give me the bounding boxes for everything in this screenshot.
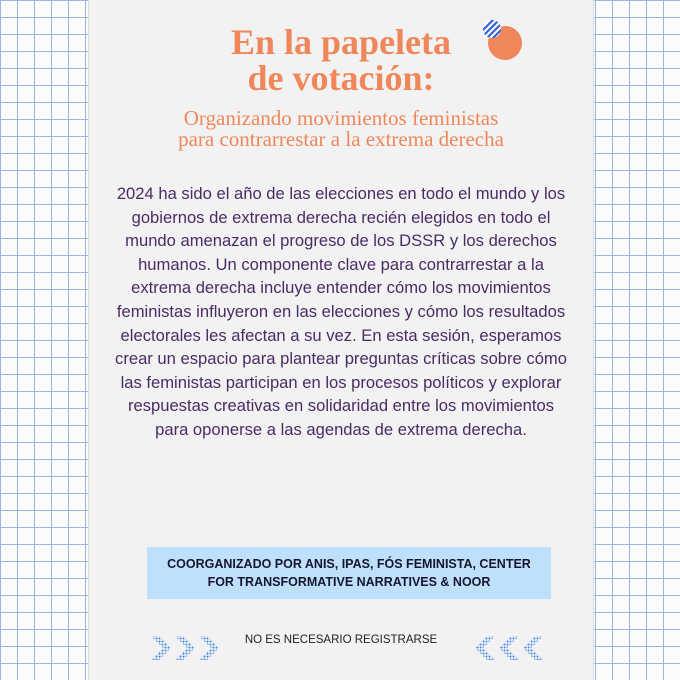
description-paragraph: 2024 ha sido el año de las elecciones en todo el mundo y los gobiernos de extrema derecha recién elegidos en todo el mundo amenazan el progreso de los DSSR y los derechos humanos. Un componente clave para contrarrestar a la extrema derecha incluye entender cómo los movimientos feministas influyeron en las elecciones y cómo los resultados electorales les afectan a su vez. En esta sesión, esperamos crear un espacio para plantear preguntas críticas sobre cómo las feministas participan en los procesos políticos y explorar respuestas creativas en solidaridad entre los movimientos para oponerse a las agendas de extrema derecha.: [115, 184, 567, 439]
chevrons-left-icon: [467, 628, 545, 668]
page-subtitle: [89, 108, 593, 150]
title-line-1: En la papeleta: [230, 22, 452, 62]
subtitle-line-2: para contrarrestar a la extrema derecha: [178, 127, 504, 151]
orange-circle-striped-icon: [481, 18, 527, 64]
subtitle-line-1: Organizando movimientos feministas: [183, 106, 499, 130]
coorganizers-banner: [147, 547, 551, 599]
title-line-2: de votación:: [247, 58, 435, 98]
registration-note: NO ES NECESARIO REGISTRARSE: [244, 634, 438, 646]
content-panel: [88, 0, 594, 680]
banner-line-2: FOR TRANSFORMATIVE NARRATIVES & NOOR: [207, 575, 491, 589]
banner-line-1: COORGANIZADO POR ANIS, IPAS, FÓS FEMINISTA, CENTER: [167, 557, 531, 571]
